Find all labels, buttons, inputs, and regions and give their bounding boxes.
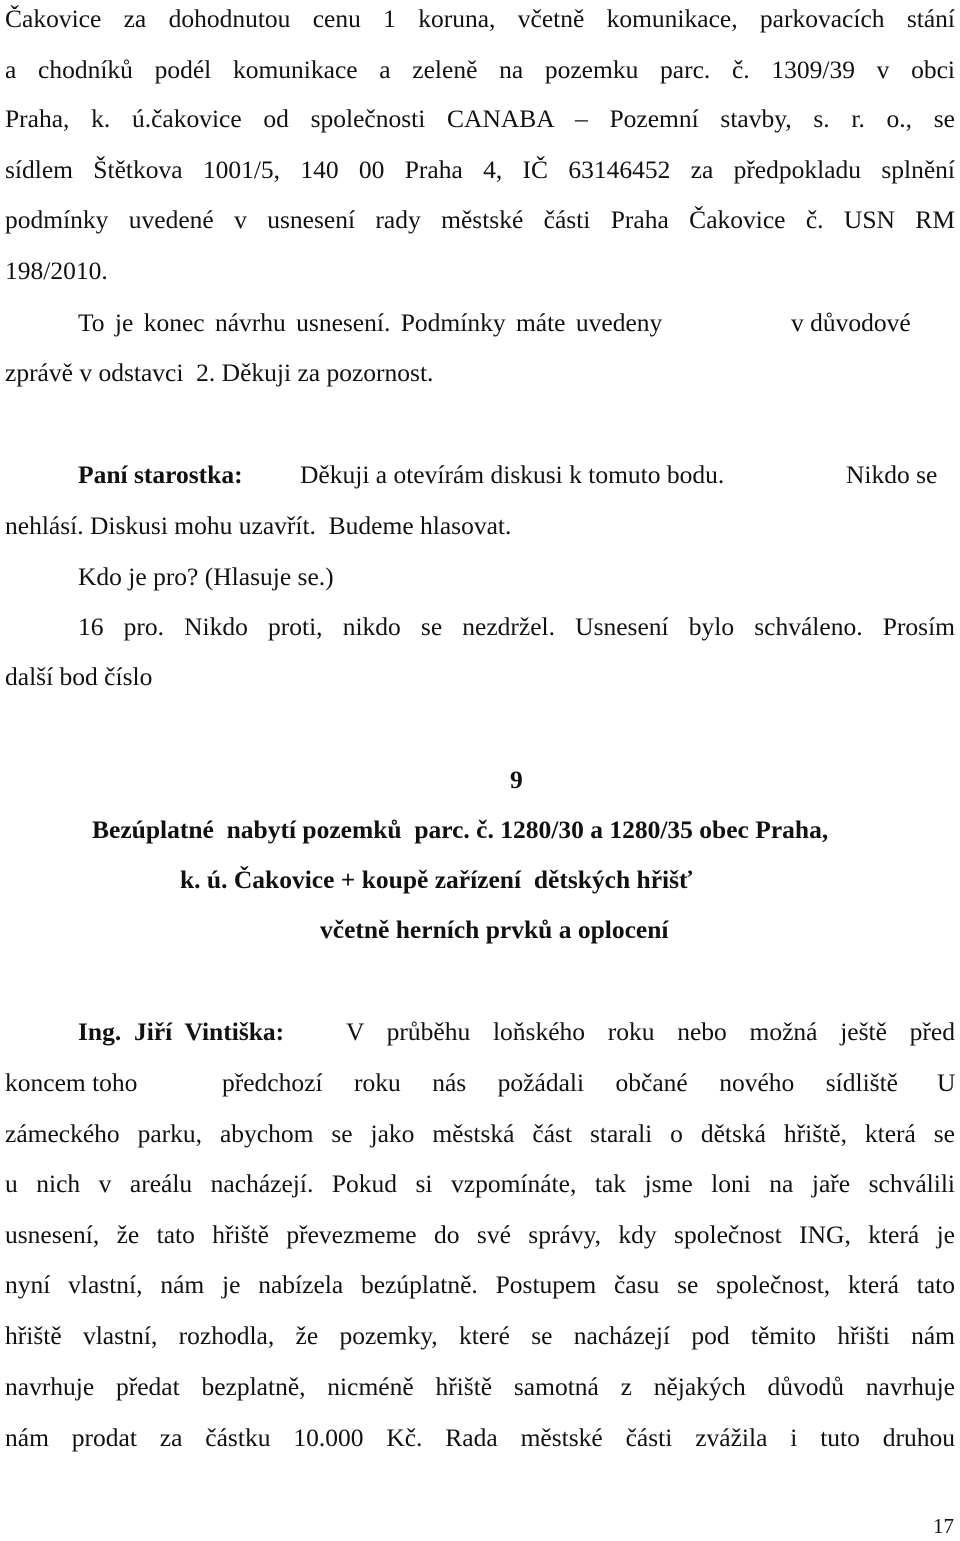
mayor-text: Kdo je pro? (Hlasuje se.): [78, 562, 334, 591]
speech-text: nám prodat za částku 10.000 Kč. Rada městské části zvážila i tuto druhou: [5, 1423, 955, 1452]
speech-text: zámeckého parku, abychom se jako městská část starali o dětská hřiště, která se: [5, 1119, 955, 1148]
intro-line: Čakovice za dohodnutou cenu 1 koruna, včetně komunikace, parkovacích stání: [5, 4, 955, 33]
intro-line: podmínky uvedené v usnesení rady městské části Praha Čakovice č. USN RM: [5, 205, 955, 234]
mayor-text: 16 pro. Nikdo proti, nikdo se nezdržel. Usnesení bylo schváleno. Prosím: [78, 612, 955, 641]
speech-text: navrhuje předat bezplatně, nicméně hřiště samotná z nějakých důvodů navrhuje: [5, 1372, 955, 1401]
speech-text: hřiště vlastní, rozhodla, že pozemky, které se nacházejí pod těmito hřišti nám: [5, 1321, 955, 1350]
speech-text: koncem toho: [5, 1068, 138, 1097]
speech-text: V průběhu loňského roku nebo možná ještě před: [346, 1017, 955, 1046]
speaker-mayor: Paní starostka:: [78, 460, 243, 489]
speech-text: U: [937, 1068, 956, 1097]
end-motion-thanks: zprávě v odstavci 2. Děkuji za pozornost.: [5, 358, 434, 387]
item-title: včetně herních prvků a oplocení: [320, 915, 669, 944]
speaker-vintiska: Ing. Jiří Vintiška:: [78, 1017, 285, 1046]
end-motion-text-end: v důvodové: [791, 308, 911, 337]
speech-text: usnesení, že tato hřiště převezmeme do své správy, kdy společnost ING, která je: [5, 1220, 955, 1249]
speech-text: předchozí roku nás požádali občané nového sídliště: [222, 1068, 898, 1097]
item-title: k. ú. Čakovice + koupě zařízení dětských hřišť: [180, 865, 693, 894]
intro-line: a chodníků podél komunikace a zeleně na pozemku parc. č. 1309/39 v obci: [5, 55, 955, 84]
item-number: 9: [510, 765, 523, 794]
intro-line: sídlem Štětkova 1001/5, 140 00 Praha 4, IČ 63146452 za předpokladu splnění: [5, 155, 955, 184]
speech-text: nyní vlastní, nám je nabízela bezúplatně. Postupem času se společnost, která tato: [5, 1270, 955, 1299]
intro-line: 198/2010.: [5, 256, 108, 285]
mayor-text: Děkuji a otevírám diskusi k tomuto bodu.: [300, 460, 725, 489]
intro-line: Praha, k. ú.čakovice od společnosti CANABA – Pozemní stavby, s. r. o., se: [5, 104, 955, 133]
speech-text: u nich v areálu nacházejí. Pokud si vzpomínáte, tak jsme loni na jaře schválili: [5, 1169, 955, 1198]
mayor-text: další bod číslo: [5, 662, 153, 691]
page-number: 17: [933, 1514, 954, 1538]
mayor-text: nehlásí. Diskusi mohu uzavřít. Budeme hlasovat.: [5, 511, 512, 540]
mayor-text-end: Nikdo se: [846, 460, 938, 489]
end-motion-text: To je konec návrhu usnesení. Podmínky máte uvedeny: [78, 308, 663, 337]
item-title: Bezúplatné nabytí pozemků parc. č. 1280/30 a 1280/35 obec Praha,: [92, 815, 829, 844]
